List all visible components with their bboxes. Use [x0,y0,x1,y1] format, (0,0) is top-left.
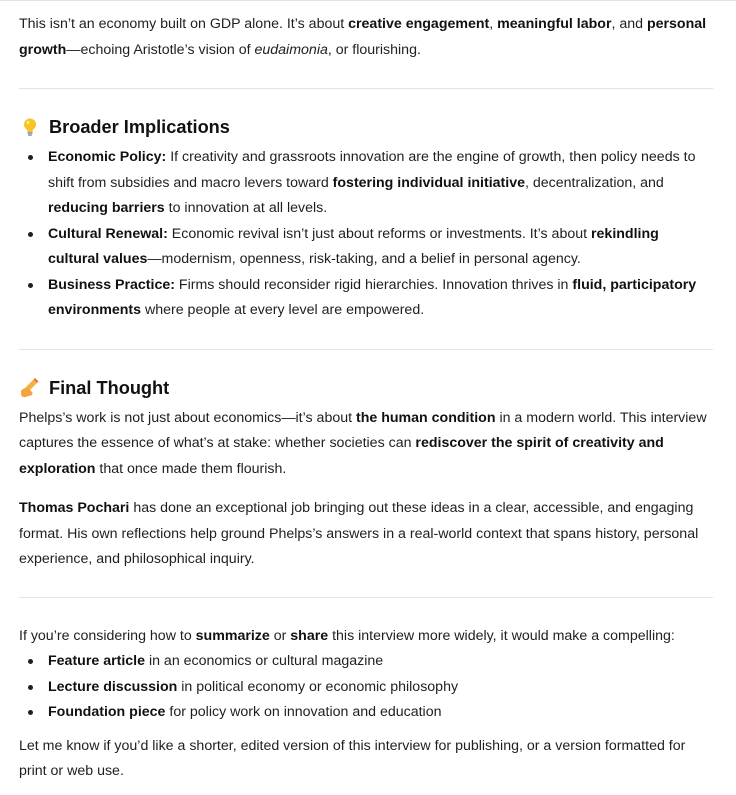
final-thought-paragraph: Phelps’s work is not just about economics—it’s about the human condition in a modern world. This interview captures the essence of what’s at stake: whether societies can rediscover the spirit of creativity and exploration that once made them flourish. [19,409,707,477]
broader-implications-list [19,145,713,324]
section-divider [19,597,713,598]
closing-outro: Let me know if you’d like a shorter, edited version of this interview for publishing, or a version formatted for print or web use. [19,737,686,779]
lightbulb-icon [19,116,41,138]
closing-list [19,649,713,726]
list-item: Lecture discussion in political economy or economic philosophy [19,675,713,701]
list-item: Foundation piece for policy work on innovation and education [19,700,713,726]
list-item: Business Practice: Firms should reconsider rigid hierarchies. Innovation thrives in fluid, participatory environments where people at every level are empowered. [19,273,713,324]
top-divider [0,0,736,1]
chat-message-body [19,12,713,785]
list-item: Feature article in an economics or cultural magazine [19,649,713,675]
list-item: Cultural Renewal: Economic revival isn’t just about reforms or investments. It’s about rekindling cultural values—modernism, openness, risk-taking, and a belief in personal agency. [19,222,713,273]
broader-implications-heading: Broader Implications [19,114,713,140]
section-divider [19,349,713,350]
final-thought-heading: Final Thought [19,375,713,401]
closing-intro: If you’re considering how to summarize or share this interview more widely, it would make a compelling: [19,627,675,644]
writing-hand-icon [19,377,41,399]
section-divider [19,88,713,89]
list-item: Economic Policy: If creativity and grassroots innovation are the engine of growth, then policy needs to shift from subsidies and macro levers toward fostering individual initiative, decentralization, and reducing barriers to innovation at all levels. [19,145,713,222]
pochari-paragraph: Thomas Pochari has done an exceptional job bringing out these ideas in a clear, accessible, and engaging format. His own reflections help ground Phelps’s answers in a real-world context that spans history, personal experience, and philosophical inquiry. [19,500,699,567]
intro-paragraph: This isn’t an economy built on GDP alone. It’s about creative engagement, meaningful labor, and personal growth—echoing Aristotle’s vision of eudaimonia, or flourishing. [19,16,707,58]
